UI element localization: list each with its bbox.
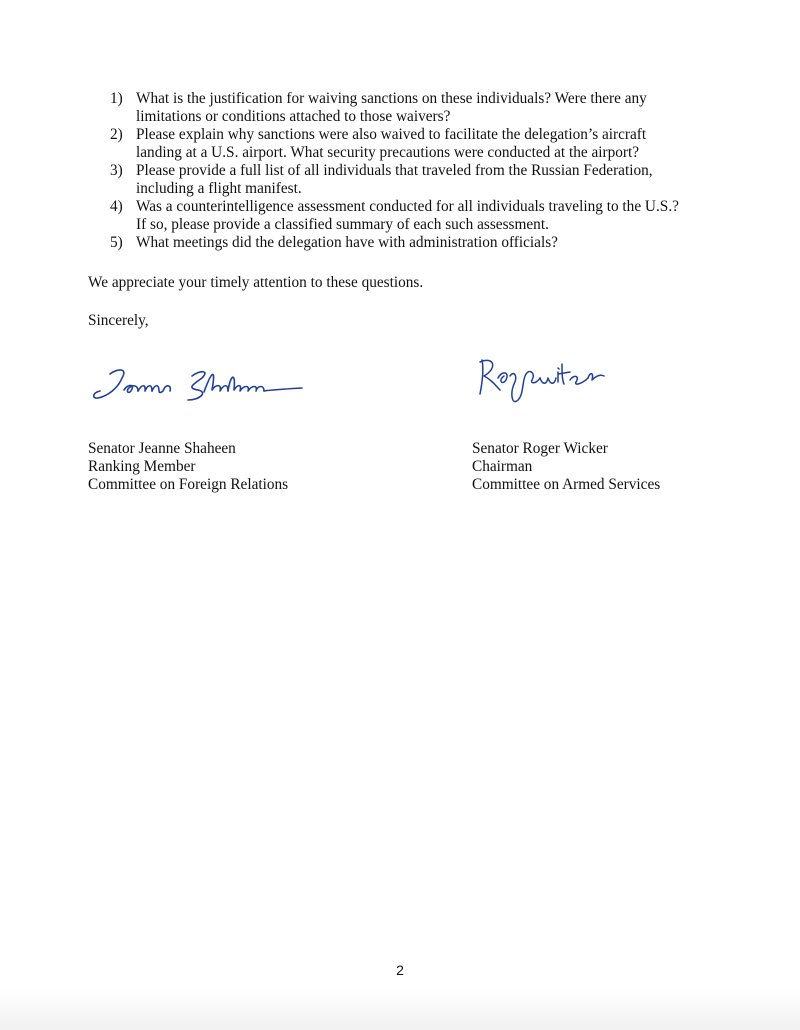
question-text-line: limitations or conditions attached to those waivers? <box>136 108 451 125</box>
signer-committee: Committee on Armed Services <box>472 476 661 493</box>
question-text-line: Was a counterintelligence assessment conducted for all individuals traveling to the U.S.? <box>136 198 679 215</box>
question-text-line: What is the justification for waiving sanctions on these individuals? Were there any <box>136 90 647 107</box>
question-number: 1) <box>110 90 123 107</box>
question-text-line: If so, please provide a classified summary of each such assessment. <box>136 216 549 233</box>
signer-role: Chairman <box>472 458 533 475</box>
page-bottom-shadow <box>0 988 800 1030</box>
signer-name: Senator Roger Wicker <box>472 440 608 457</box>
sign-off: Sincerely, <box>88 312 149 329</box>
question-item <box>88 126 728 162</box>
question-item <box>88 198 728 234</box>
signer-committee: Committee on Foreign Relations <box>88 476 289 493</box>
question-number: 5) <box>110 234 123 251</box>
page-number: 2 <box>396 962 404 978</box>
signer-block-left <box>88 440 288 494</box>
signer-role: Ranking Member <box>88 458 196 475</box>
question-text-line: landing at a U.S. airport. What security precautions were conducted at the airport? <box>136 144 640 161</box>
signer-name: Senator Jeanne Shaheen <box>88 440 236 457</box>
signature-shaheen <box>88 360 308 410</box>
signer-block-right <box>472 440 660 494</box>
question-number: 3) <box>110 162 123 179</box>
question-text-line: Please explain why sanctions were also waived to facilitate the delegation’s aircraft <box>136 126 647 143</box>
closing-paragraph: We appreciate your timely attention to these questions. <box>88 274 424 291</box>
question-number: 2) <box>110 126 123 143</box>
question-text-line: Please provide a full list of all individuals that traveled from the Russian Federation, <box>136 162 653 179</box>
question-text-line: What meetings did the delegation have with administration officials? <box>136 234 558 251</box>
signature-wicker <box>470 350 610 410</box>
questions-list <box>88 90 728 252</box>
question-item <box>88 90 728 126</box>
question-text-line: including a flight manifest. <box>136 180 302 197</box>
question-number: 4) <box>110 198 123 215</box>
question-item <box>88 162 728 198</box>
question-item <box>88 234 728 252</box>
